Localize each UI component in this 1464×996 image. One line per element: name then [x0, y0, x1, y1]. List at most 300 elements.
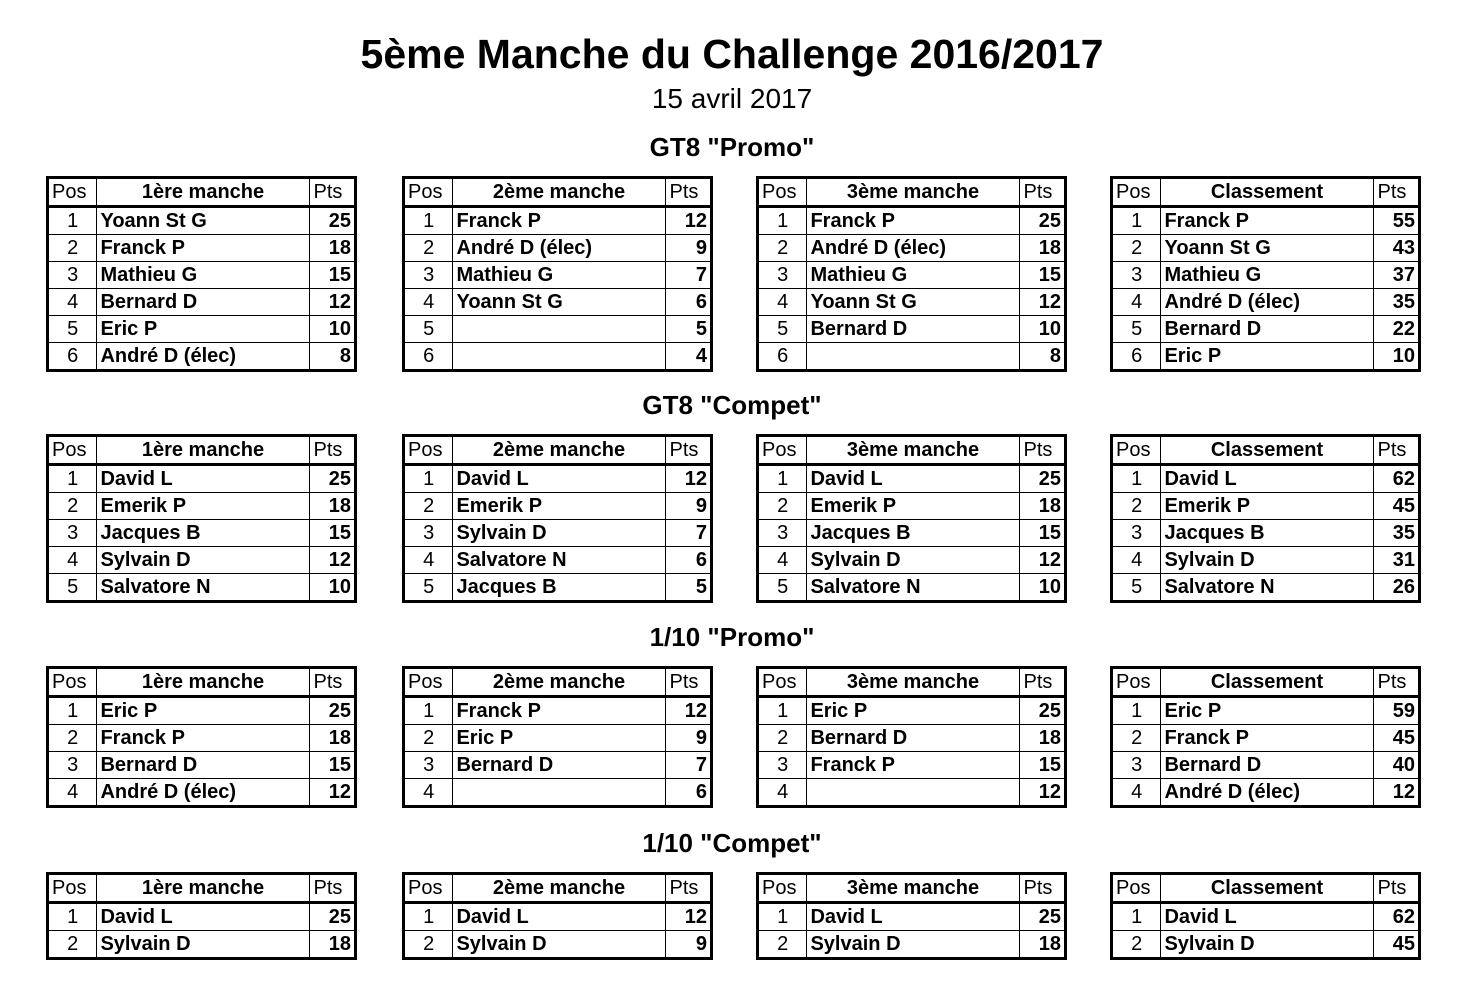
points-cell: 12 [1019, 547, 1065, 574]
name-header: 1ère manche [97, 668, 309, 697]
pos-header: Pos [758, 874, 807, 903]
pts-header: Pts [309, 668, 355, 697]
pos-header: Pos [1112, 874, 1161, 903]
table-row [48, 903, 356, 931]
points-cell: 12 [665, 697, 711, 725]
name-header: 3ème manche [807, 178, 1019, 207]
table-row [1112, 262, 1420, 289]
points-cell: 15 [1019, 262, 1065, 289]
points-cell: 18 [1019, 493, 1065, 520]
page-title: 5ème Manche du Challenge 2016/2017 [360, 31, 1104, 77]
pos-header: Pos [48, 874, 97, 903]
header-row [758, 874, 1066, 903]
points-cell: 18 [1019, 235, 1065, 262]
points-cell: 15 [1019, 752, 1065, 779]
table-row [48, 931, 356, 959]
header-row [48, 436, 356, 465]
points-cell: 35 [1373, 520, 1419, 547]
driver-name-cell: Eric P [807, 697, 1019, 725]
table-row [404, 547, 712, 574]
pts-header: Pts [309, 178, 355, 207]
table-row [758, 931, 1066, 959]
header-row [404, 436, 712, 465]
position-cell: 3 [758, 520, 807, 547]
position-cell: 2 [48, 725, 97, 752]
points-cell: 6 [665, 547, 711, 574]
pos-header: Pos [404, 436, 453, 465]
position-cell: 5 [48, 316, 97, 343]
table-row [48, 343, 356, 371]
table-row [758, 520, 1066, 547]
driver-name-cell: André D (élec) [97, 343, 309, 371]
table-row [404, 465, 712, 493]
pts-header: Pts [1019, 874, 1065, 903]
table-row [48, 316, 356, 343]
position-cell: 3 [1112, 520, 1161, 547]
pos-header: Pos [758, 668, 807, 697]
points-cell: 9 [665, 931, 711, 959]
table-row [48, 289, 356, 316]
position-cell: 4 [48, 547, 97, 574]
table-row [48, 207, 356, 235]
points-cell: 8 [1019, 343, 1065, 371]
position-cell: 4 [758, 289, 807, 316]
pos-header: Pos [48, 436, 97, 465]
driver-name-cell: Sylvain D [807, 931, 1019, 959]
position-cell: 6 [1131, 345, 1143, 367]
position-cell: 3 [48, 520, 97, 547]
position-cell: 3 [758, 262, 807, 289]
driver-name-cell [453, 779, 665, 807]
driver-name-cell: Jacques B [807, 520, 1019, 547]
pos-header: Pos [404, 668, 453, 697]
table-row [404, 931, 712, 959]
table-row [1112, 520, 1420, 547]
pts-header: Pts [1373, 874, 1419, 903]
points-cell: 7 [665, 262, 711, 289]
driver-name-cell: Salvatore N [97, 574, 309, 602]
points-cell: 12 [309, 779, 355, 807]
points-cell: 8 [309, 343, 355, 371]
header-row [48, 874, 356, 903]
points-cell: 35 [1373, 289, 1419, 316]
table-row [1112, 547, 1420, 574]
table-row [1112, 725, 1420, 752]
position-cell: 6 [67, 345, 79, 367]
table-row [404, 752, 712, 779]
header-row [404, 178, 712, 207]
header-row [48, 668, 356, 697]
table-row [404, 725, 712, 752]
table-row [48, 725, 356, 752]
position-cell: 2 [48, 493, 97, 520]
table-row [1112, 289, 1420, 316]
1-10-promo-manche-1-table [46, 666, 357, 808]
pts-header: Pts [1019, 436, 1065, 465]
table-row [1112, 493, 1420, 520]
points-cell: 10 [1019, 316, 1065, 343]
driver-name-cell: Franck P [97, 235, 309, 262]
position-cell: 1 [404, 903, 453, 931]
points-cell: 37 [1373, 262, 1419, 289]
header-row [404, 874, 712, 903]
position-cell: 2 [423, 933, 435, 955]
position-cell: 4 [1112, 547, 1161, 574]
points-cell: 62 [1373, 465, 1419, 493]
table-row [1112, 235, 1420, 262]
name-header: 3ème manche [807, 436, 1019, 465]
pts-header: Pts [309, 874, 355, 903]
position-cell: 2 [1131, 933, 1143, 955]
table-row [758, 574, 1066, 602]
points-cell: 10 [1019, 574, 1065, 602]
points-cell: 9 [665, 725, 711, 752]
position-cell: 5 [777, 576, 789, 598]
position-cell: 1 [404, 465, 453, 493]
position-cell: 4 [1112, 289, 1161, 316]
position-cell: 1 [48, 207, 97, 235]
position-cell: 1 [1112, 207, 1161, 235]
position-cell: 3 [48, 752, 97, 779]
points-cell: 43 [1373, 235, 1419, 262]
position-cell: 1 [404, 697, 453, 725]
driver-name-cell: Yoann St G [453, 289, 665, 316]
driver-name-cell: Yoann St G [1161, 235, 1373, 262]
table-row [1112, 465, 1420, 493]
driver-name-cell: André D (élec) [807, 235, 1019, 262]
pos-header: Pos [1112, 668, 1161, 697]
position-cell: 4 [758, 547, 807, 574]
driver-name-cell: Emerik P [807, 493, 1019, 520]
driver-name-cell: Yoann St G [807, 289, 1019, 316]
points-cell: 55 [1373, 207, 1419, 235]
header-row [758, 668, 1066, 697]
driver-name-cell [453, 343, 665, 371]
driver-name-cell [453, 316, 665, 343]
position-cell: 1 [48, 697, 97, 725]
driver-name-cell: Jacques B [97, 520, 309, 547]
position-cell: 5 [758, 316, 807, 343]
section-title-gt8-promo: GT8 "Promo" [649, 132, 815, 162]
driver-name-cell: Salvatore N [453, 547, 665, 574]
position-cell: 4 [404, 289, 453, 316]
table-row [758, 903, 1066, 931]
1-10-compet-manche-3-table [756, 872, 1067, 960]
gt8-compet-manche-2-table [402, 434, 713, 603]
driver-name-cell: Sylvain D [97, 547, 309, 574]
driver-name-cell: Bernard D [97, 752, 309, 779]
gt8-compet-manche-3-table [756, 434, 1067, 603]
table-row [404, 316, 712, 343]
driver-name-cell: Franck P [807, 207, 1019, 235]
table-row [404, 207, 712, 235]
header-row [48, 178, 356, 207]
points-cell: 12 [665, 465, 711, 493]
points-cell: 25 [309, 697, 355, 725]
pts-header: Pts [1019, 668, 1065, 697]
position-cell: 1 [758, 465, 807, 493]
1-10-compet-manche-2-table [402, 872, 713, 960]
position-cell: 1 [758, 903, 807, 931]
header-row [758, 178, 1066, 207]
driver-name-cell: Bernard D [807, 316, 1019, 343]
position-cell: 6 [777, 345, 789, 367]
points-cell: 25 [309, 207, 355, 235]
position-cell: 2 [1112, 725, 1161, 752]
points-cell: 18 [309, 235, 355, 262]
position-cell: 3 [758, 752, 807, 779]
position-cell: 2 [758, 235, 807, 262]
points-cell: 10 [309, 574, 355, 602]
position-cell: 1 [1112, 465, 1161, 493]
pos-header: Pos [1112, 436, 1161, 465]
pos-header: Pos [404, 874, 453, 903]
table-row [1112, 574, 1420, 602]
driver-name-cell: André D (élec) [1161, 779, 1373, 807]
name-header: 2ème manche [453, 874, 665, 903]
position-cell: 5 [423, 576, 435, 598]
table-row [758, 547, 1066, 574]
position-cell: 3 [1112, 262, 1161, 289]
table-row [404, 262, 712, 289]
table-row [48, 493, 356, 520]
driver-name-cell: Eric P [1161, 697, 1373, 725]
table-row [48, 697, 356, 725]
points-cell: 12 [309, 547, 355, 574]
table-row [404, 903, 712, 931]
table-row [758, 343, 1066, 371]
driver-name-cell: Jacques B [1161, 520, 1373, 547]
driver-name-cell: David L [97, 465, 309, 493]
position-cell: 3 [48, 262, 97, 289]
driver-name-cell [807, 343, 1019, 371]
points-cell: 10 [1373, 343, 1419, 371]
points-cell: 18 [1019, 931, 1065, 959]
driver-name-cell: Bernard D [97, 289, 309, 316]
position-cell: 2 [777, 933, 789, 955]
table-row [758, 697, 1066, 725]
gt8-promo-manche-2-table [402, 176, 713, 372]
pos-header: Pos [758, 178, 807, 207]
driver-name-cell: Franck P [807, 752, 1019, 779]
table-row [758, 752, 1066, 779]
table-row [1112, 931, 1420, 959]
points-cell: 7 [665, 752, 711, 779]
pts-header: Pts [1373, 178, 1419, 207]
driver-name-cell: Franck P [453, 697, 665, 725]
gt8-promo-classement-table [1110, 176, 1421, 372]
table-row [48, 465, 356, 493]
points-cell: 12 [1373, 779, 1419, 807]
position-cell: 2 [48, 235, 97, 262]
header-row [1112, 668, 1420, 697]
table-row [758, 465, 1066, 493]
driver-name-cell: Bernard D [1161, 316, 1373, 343]
driver-name-cell [807, 779, 1019, 807]
table-row [404, 289, 712, 316]
points-cell: 5 [665, 574, 711, 602]
points-cell: 26 [1373, 574, 1419, 602]
table-row [1112, 697, 1420, 725]
points-cell: 15 [309, 520, 355, 547]
position-cell: 5 [67, 576, 79, 598]
table-row [758, 779, 1066, 807]
table-row [404, 779, 712, 807]
points-cell: 25 [309, 903, 355, 931]
table-row [758, 289, 1066, 316]
pts-header: Pts [665, 178, 711, 207]
position-cell: 5 [1112, 316, 1161, 343]
driver-name-cell: André D (élec) [453, 235, 665, 262]
points-cell: 59 [1373, 697, 1419, 725]
position-cell: 4 [777, 781, 789, 803]
points-cell: 45 [1373, 493, 1419, 520]
name-header: Classement [1161, 874, 1373, 903]
driver-name-cell: David L [453, 465, 665, 493]
name-header: 2ème manche [453, 668, 665, 697]
header-row [404, 668, 712, 697]
driver-name-cell: Mathieu G [1161, 262, 1373, 289]
driver-name-cell: Sylvain D [1161, 931, 1373, 959]
points-cell: 62 [1373, 903, 1419, 931]
table-row [404, 697, 712, 725]
page-date: 15 avril 2017 [651, 83, 813, 114]
pts-header: Pts [1373, 436, 1419, 465]
points-cell: 15 [309, 262, 355, 289]
position-cell: 3 [404, 520, 453, 547]
driver-name-cell: André D (élec) [97, 779, 309, 807]
points-cell: 25 [1019, 465, 1065, 493]
table-row [404, 520, 712, 547]
table-row [758, 493, 1066, 520]
points-cell: 12 [1019, 779, 1065, 807]
table-row [1112, 779, 1420, 807]
position-cell: 2 [758, 725, 807, 752]
gt8-promo-manche-3-table [756, 176, 1067, 372]
section-title-1-10-compet: 1/10 "Compet" [642, 828, 822, 858]
points-cell: 40 [1373, 752, 1419, 779]
table-row [758, 235, 1066, 262]
position-cell: 3 [404, 262, 453, 289]
driver-name-cell: Eric P [97, 697, 309, 725]
table-row [404, 343, 712, 371]
driver-name-cell: David L [453, 903, 665, 931]
pos-header: Pos [48, 178, 97, 207]
name-header: 3ème manche [807, 874, 1019, 903]
table-row [758, 316, 1066, 343]
points-cell: 12 [665, 207, 711, 235]
driver-name-cell: Franck P [453, 207, 665, 235]
table-row [1112, 343, 1420, 371]
points-cell: 45 [1373, 931, 1419, 959]
driver-name-cell: Emerik P [453, 493, 665, 520]
position-cell: 2 [67, 933, 79, 955]
section-title-1-10-promo: 1/10 "Promo" [649, 622, 815, 652]
points-cell: 18 [309, 931, 355, 959]
position-cell: 2 [1112, 235, 1161, 262]
name-header: 2ème manche [453, 436, 665, 465]
points-cell: 18 [1019, 725, 1065, 752]
points-cell: 5 [665, 316, 711, 343]
driver-name-cell: Eric P [453, 725, 665, 752]
pts-header: Pts [309, 436, 355, 465]
points-cell: 6 [665, 289, 711, 316]
table-row [404, 493, 712, 520]
points-cell: 25 [1019, 207, 1065, 235]
points-cell: 15 [309, 752, 355, 779]
pts-header: Pts [665, 436, 711, 465]
position-cell: 5 [1131, 576, 1143, 598]
position-cell: 2 [404, 493, 453, 520]
driver-name-cell: Franck P [1161, 207, 1373, 235]
1-10-promo-manche-2-table [402, 666, 713, 808]
name-header: 1ère manche [97, 178, 309, 207]
driver-name-cell: Jacques B [453, 574, 665, 602]
position-cell: 1 [48, 903, 97, 931]
driver-name-cell: Franck P [97, 725, 309, 752]
points-cell: 10 [309, 316, 355, 343]
points-cell: 31 [1373, 547, 1419, 574]
points-cell: 7 [665, 520, 711, 547]
points-cell: 45 [1373, 725, 1419, 752]
position-cell: 2 [1112, 493, 1161, 520]
driver-name-cell: David L [1161, 465, 1373, 493]
table-row [404, 235, 712, 262]
gt8-promo-manche-1-table [46, 176, 357, 372]
position-cell: 1 [758, 207, 807, 235]
table-row [1112, 316, 1420, 343]
name-header: 1ère manche [97, 874, 309, 903]
points-cell: 15 [1019, 520, 1065, 547]
points-cell: 25 [1019, 697, 1065, 725]
pts-header: Pts [1019, 178, 1065, 207]
position-cell: 1 [48, 465, 97, 493]
header-row [758, 436, 1066, 465]
driver-name-cell: Sylvain D [453, 520, 665, 547]
table-row [1112, 903, 1420, 931]
name-header: Classement [1161, 436, 1373, 465]
position-cell: 2 [758, 493, 807, 520]
points-cell: 12 [1019, 289, 1065, 316]
position-cell: 5 [404, 316, 453, 343]
name-header: Classement [1161, 178, 1373, 207]
pts-header: Pts [665, 668, 711, 697]
driver-name-cell: Franck P [1161, 725, 1373, 752]
position-cell: 1 [1112, 697, 1161, 725]
points-cell: 12 [665, 903, 711, 931]
position-cell: 2 [404, 235, 453, 262]
1-10-compet-manche-1-table [46, 872, 357, 960]
driver-name-cell: Mathieu G [97, 262, 309, 289]
driver-name-cell: André D (élec) [1161, 289, 1373, 316]
driver-name-cell: David L [807, 465, 1019, 493]
points-cell: 9 [665, 493, 711, 520]
driver-name-cell: Bernard D [1161, 752, 1373, 779]
driver-name-cell: Yoann St G [97, 207, 309, 235]
table-row [758, 262, 1066, 289]
table-row [48, 235, 356, 262]
pos-header: Pos [1112, 178, 1161, 207]
name-header: 2ème manche [453, 178, 665, 207]
pos-header: Pos [758, 436, 807, 465]
pos-header: Pos [48, 668, 97, 697]
position-cell: 3 [1112, 752, 1161, 779]
points-cell: 22 [1373, 316, 1419, 343]
pts-header: Pts [665, 874, 711, 903]
position-cell: 3 [404, 752, 453, 779]
pts-header: Pts [1373, 668, 1419, 697]
driver-name-cell: David L [807, 903, 1019, 931]
